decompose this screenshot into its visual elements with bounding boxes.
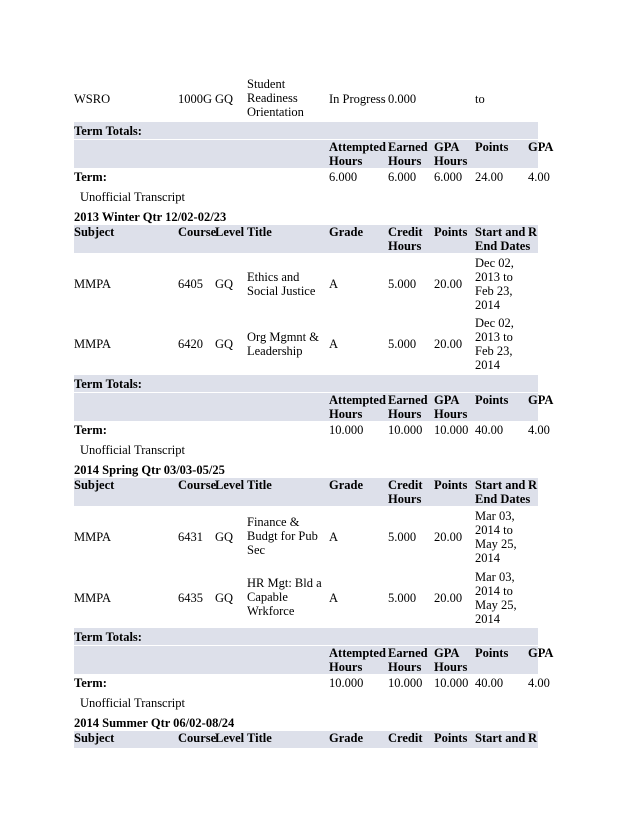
level-cell: GQ xyxy=(215,591,234,605)
gpa-hours-header: GPA Hours xyxy=(434,393,468,421)
course-header-row xyxy=(74,478,538,506)
credit-hours-header: Credit Hours xyxy=(388,225,423,253)
gpa-hours-header: GPA Hours xyxy=(434,140,468,168)
course-header-row xyxy=(74,225,538,253)
totals-header-row xyxy=(74,140,554,168)
term-totals-label: Term Totals: xyxy=(74,630,142,644)
gpa-header: GPA xyxy=(528,646,554,660)
totals-header-row xyxy=(74,646,554,674)
points-value: 40.00 xyxy=(475,676,504,690)
points-cell: 20.00 xyxy=(434,591,463,605)
grade-cell: In Progress xyxy=(329,92,386,106)
course-cell: 6420 xyxy=(178,337,203,351)
earned-value: 6.000 xyxy=(388,170,417,184)
title-cell: Org Mgmnt & Leadership xyxy=(247,330,319,358)
grade-cell: A xyxy=(329,337,339,351)
level-header: Level xyxy=(215,225,245,239)
gpa-value: 4.00 xyxy=(528,170,550,184)
r-header: R xyxy=(528,731,538,745)
grade-cell: A xyxy=(329,277,339,291)
r-header: R xyxy=(528,478,538,492)
course-cell: 6435 xyxy=(178,591,203,605)
subject-cell: MMPA xyxy=(74,591,112,605)
totals-header-row xyxy=(74,393,554,421)
earned-value: 10.000 xyxy=(388,676,423,690)
credit-cell: 5.000 xyxy=(388,337,417,351)
title-cell: Ethics and Social Justice xyxy=(247,270,316,298)
term-totals-bar xyxy=(74,628,538,645)
dates-cell: Mar 03, 2014 to May 25, 2014 xyxy=(475,570,517,626)
course-row xyxy=(74,570,538,628)
title-cell: Finance & Budgt for Pub Sec xyxy=(247,515,318,557)
level-header: Level xyxy=(215,731,245,745)
course-cell: 6405 xyxy=(178,277,203,291)
course-row xyxy=(74,316,538,374)
dates-cell: Mar 03, 2014 to May 25, 2014 xyxy=(475,509,517,565)
gpa-hours-value: 10.000 xyxy=(434,423,469,437)
dates-cell: Dec 02, 2013 to Feb 23, 2014 xyxy=(475,256,514,312)
grade-cell: A xyxy=(329,591,339,605)
credit-header: Credit xyxy=(388,731,423,745)
earned-value: 10.000 xyxy=(388,423,423,437)
dates-header: Start and End Dates xyxy=(475,225,531,253)
course-cell: 1000G xyxy=(178,92,213,106)
earned-hours-header: Earned Hours xyxy=(388,140,428,168)
subject-cell: WSRO xyxy=(74,92,111,106)
points-header: Points xyxy=(475,393,509,407)
subject-cell: MMPA xyxy=(74,337,112,351)
level-cell: GQ xyxy=(215,530,234,544)
term-totals-label: Term Totals: xyxy=(74,377,142,391)
course-row xyxy=(74,256,538,314)
gpa-hours-value: 10.000 xyxy=(434,676,469,690)
term-label: Term: xyxy=(74,676,107,690)
title-header: Title xyxy=(247,225,272,239)
points-header: Points xyxy=(434,478,468,492)
points-cell: 20.00 xyxy=(434,337,463,351)
points-value: 40.00 xyxy=(475,423,504,437)
points-cell: 20.00 xyxy=(434,277,463,291)
dates-header: Start and End Dates xyxy=(475,478,531,506)
level-header: Level xyxy=(215,478,245,492)
title-cell: Student Readiness Orientation xyxy=(247,77,304,119)
term-label: Term: xyxy=(74,423,107,437)
gpa-hours-header: GPA Hours xyxy=(434,646,468,674)
points-header: Points xyxy=(475,646,509,660)
term-heading: 2014 Spring Qtr 03/03-05/25 xyxy=(74,463,225,477)
earned-hours-header: Earned Hours xyxy=(388,393,428,421)
grade-header: Grade xyxy=(329,225,364,239)
gpa-value: 4.00 xyxy=(528,423,550,437)
unofficial-transcript-note: Unofficial Transcript xyxy=(80,443,185,457)
gpa-header: GPA xyxy=(528,393,554,407)
attempted-hours-header: Attempted Hours xyxy=(329,393,386,421)
subject-header: Subject xyxy=(74,225,115,239)
credit-cell: 5.000 xyxy=(388,277,417,291)
term-totals-label: Term Totals: xyxy=(74,124,142,138)
r-header: R xyxy=(528,225,538,239)
term-totals-bar xyxy=(74,375,538,392)
dates-header: Start and xyxy=(475,731,526,745)
title-cell: HR Mgt: Bld a Capable Wrkforce xyxy=(247,576,322,618)
level-cell: GQ xyxy=(215,277,234,291)
level-cell: GQ xyxy=(215,337,234,351)
unofficial-transcript-note: Unofficial Transcript xyxy=(80,190,185,204)
subject-header: Subject xyxy=(74,731,115,745)
unofficial-transcript-note: Unofficial Transcript xyxy=(80,696,185,710)
dates-cell: to xyxy=(475,92,485,106)
points-value: 24.00 xyxy=(475,170,504,184)
dates-cell: Dec 02, 2013 to Feb 23, 2014 xyxy=(475,316,514,372)
attempted-hours-header: Attempted Hours xyxy=(329,646,386,674)
course-header: Course xyxy=(178,731,217,745)
points-header: Points xyxy=(434,225,468,239)
gpa-value: 4.00 xyxy=(528,676,550,690)
credit-cell: 5.000 xyxy=(388,530,417,544)
attempted-value: 10.000 xyxy=(329,676,364,690)
attempted-value: 10.000 xyxy=(329,423,364,437)
gpa-header: GPA xyxy=(528,140,554,154)
points-cell: 20.00 xyxy=(434,530,463,544)
term-total-row xyxy=(74,423,550,439)
subject-cell: MMPA xyxy=(74,530,112,544)
term-total-row xyxy=(74,170,550,186)
grade-header: Grade xyxy=(329,478,364,492)
term-heading: 2014 Summer Qtr 06/02-08/24 xyxy=(74,716,235,730)
term-heading: 2013 Winter Qtr 12/02-02/23 xyxy=(74,210,227,224)
term-totals-bar xyxy=(74,122,538,139)
course-header-row xyxy=(74,731,538,748)
subject-cell: MMPA xyxy=(74,277,112,291)
term-total-row xyxy=(74,676,550,692)
course-header: Course xyxy=(178,225,217,239)
course-header: Course xyxy=(178,478,217,492)
credit-hours-header: Credit Hours xyxy=(388,478,423,506)
grade-cell: A xyxy=(329,530,339,544)
level-cell: GQ xyxy=(215,92,234,106)
grade-header: Grade xyxy=(329,731,364,745)
attempted-hours-header: Attempted Hours xyxy=(329,140,386,168)
course-cell: 6431 xyxy=(178,530,203,544)
credit-cell: 0.000 xyxy=(388,92,417,106)
title-header: Title xyxy=(247,478,272,492)
term-label: Term: xyxy=(74,170,107,184)
points-header: Points xyxy=(434,731,468,745)
title-header: Title xyxy=(247,731,272,745)
course-row xyxy=(74,509,538,567)
credit-cell: 5.000 xyxy=(388,591,417,605)
attempted-value: 6.000 xyxy=(329,170,358,184)
subject-header: Subject xyxy=(74,478,115,492)
gpa-hours-value: 6.000 xyxy=(434,170,463,184)
earned-hours-header: Earned Hours xyxy=(388,646,428,674)
course-row xyxy=(74,76,538,122)
points-header: Points xyxy=(475,140,509,154)
